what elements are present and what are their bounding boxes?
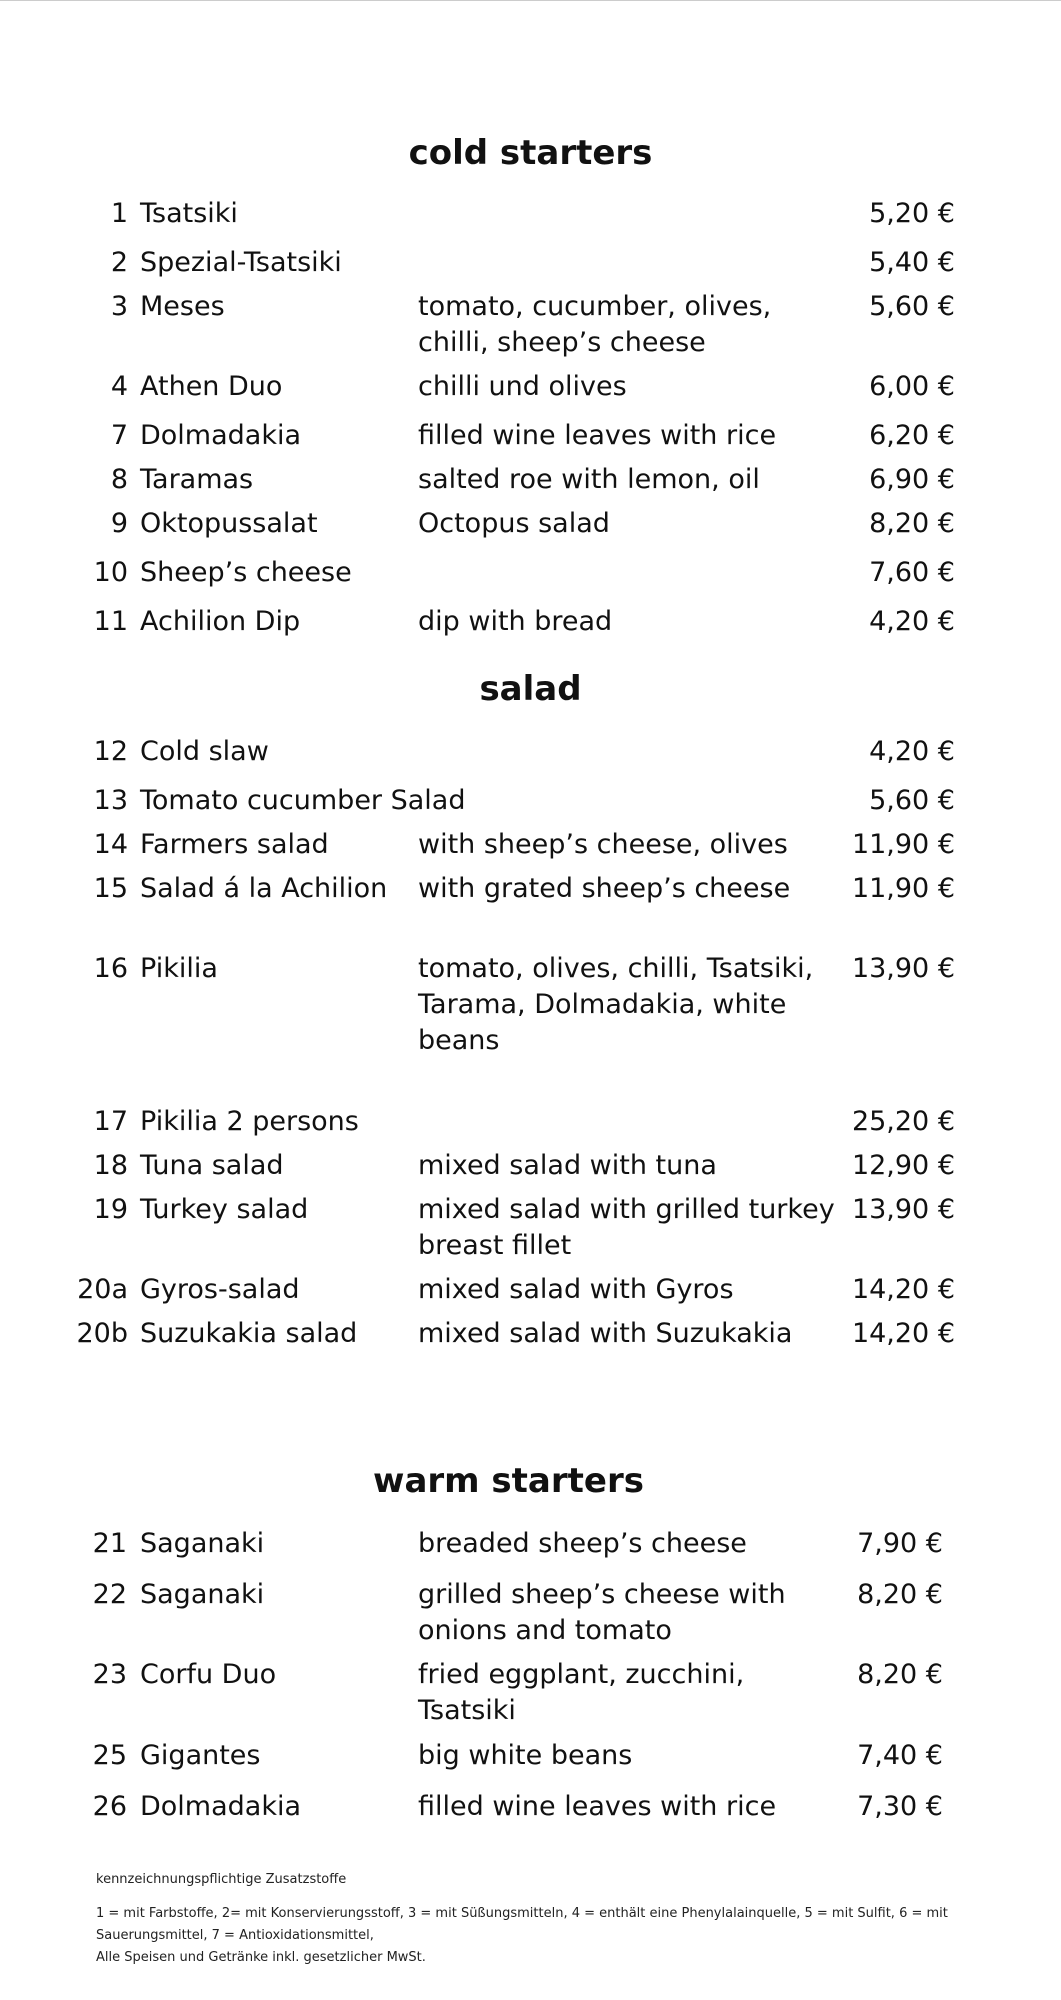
item-name: Farmers salad [140, 829, 329, 860]
item-name: Achilion Dip [140, 606, 301, 637]
item-description: filled wine leaves with rice [418, 1791, 777, 1822]
item-number: 1 [110, 198, 128, 229]
item-name: Tsatsiki [140, 198, 238, 229]
item-description: salted roe with lemon, oil [418, 464, 760, 495]
item-number: 10 [93, 557, 128, 588]
item-description: dip with bread [418, 606, 613, 637]
top-border-line [0, 0, 1061, 1]
item-description: mixed salad with tuna [418, 1150, 717, 1181]
item-price: 11,90 € [851, 873, 955, 904]
item-number: 9 [110, 508, 128, 539]
item-name: Pikilia [140, 953, 218, 984]
item-price: 11,90 € [851, 829, 955, 860]
item-price: 7,40 € [857, 1740, 943, 1771]
item-description: mixed salad with Gyros [418, 1274, 734, 1305]
item-name: Dolmadakia [140, 1791, 302, 1822]
item-price: 8,20 € [869, 508, 955, 539]
item-name: Corfu Duo [140, 1659, 277, 1690]
item-name: Taramas [140, 464, 254, 495]
item-number: 4 [110, 371, 128, 402]
item-name: Suzukakia salad [140, 1318, 358, 1349]
item-description: mixed salad with grilled turkey breast fillet [418, 1194, 835, 1261]
item-number: 11 [93, 606, 128, 637]
item-price: 7,30 € [857, 1791, 943, 1822]
item-number: 20b [76, 1318, 128, 1349]
item-price: 12,90 € [851, 1150, 955, 1181]
item-price: 6,20 € [869, 420, 955, 451]
item-number: 21 [92, 1528, 127, 1559]
item-name: Salad á la Achilion [140, 873, 388, 904]
item-number: 25 [92, 1740, 127, 1771]
item-name: Pikilia 2 persons [140, 1106, 359, 1137]
item-number: 3 [110, 291, 128, 322]
item-price: 14,20 € [851, 1318, 955, 1349]
item-description: grilled sheep’s cheese with onions and tomato [418, 1579, 786, 1646]
item-description: chilli und olives [418, 371, 627, 402]
item-name: Athen Duo [140, 371, 283, 402]
item-price: 5,60 € [869, 785, 955, 816]
item-price: 6,00 € [869, 371, 955, 402]
item-price: 8,20 € [857, 1579, 943, 1610]
item-number: 17 [93, 1106, 128, 1137]
item-number: 2 [110, 247, 128, 278]
item-number: 14 [93, 829, 128, 860]
item-price: 13,90 € [851, 953, 955, 984]
item-description: breaded sheep’s cheese [418, 1528, 747, 1559]
item-description: with grated sheep’s cheese [418, 873, 791, 904]
item-number: 26 [92, 1791, 127, 1822]
item-number: 15 [93, 873, 128, 904]
item-name: Spezial-Tsatsiki [140, 247, 342, 278]
item-price: 14,20 € [851, 1274, 955, 1305]
item-name: Oktopussalat [140, 508, 318, 539]
tax-note: Alle Speisen und Getränke inkl. gesetzlicher MwSt. [96, 1950, 426, 1965]
item-name: Gigantes [140, 1740, 261, 1771]
additives-legend: 1 = mit Farbstoffe, 2= mit Konservierungsstoff, 3 = mit Süßungsmitteln, 4 = enthält eine Phenylalainquelle, 5 = mit Sulfit, 6 = mit Sauerungsmittel, 7 = Antioxidationsmittel, [96, 1906, 948, 1943]
item-name: Saganaki [140, 1579, 265, 1610]
item-name: Sheep’s cheese [140, 557, 352, 588]
item-number: 18 [93, 1150, 128, 1181]
item-price: 5,40 € [869, 247, 955, 278]
item-description: with sheep’s cheese, olives [418, 829, 788, 860]
item-name: Turkey salad [140, 1194, 309, 1225]
item-price: 5,20 € [869, 198, 955, 229]
item-price: 4,20 € [869, 606, 955, 637]
item-name: Dolmadakia [140, 420, 302, 451]
item-number: 22 [92, 1579, 127, 1610]
item-description: tomato, cucumber, olives, chilli, sheep’s cheese [418, 291, 772, 358]
section-title-warm-starters: warm starters [373, 1461, 644, 1501]
item-number: 12 [93, 736, 128, 767]
item-description: mixed salad with Suzukakia [418, 1318, 793, 1349]
item-price: 5,60 € [869, 291, 955, 322]
item-name: Tomato cucumber Salad [140, 785, 466, 816]
item-number: 23 [92, 1659, 127, 1690]
item-price: 7,90 € [857, 1528, 943, 1559]
item-name: Tuna salad [140, 1150, 284, 1181]
item-name: Saganaki [140, 1528, 265, 1559]
item-name: Gyros-salad [140, 1274, 300, 1305]
item-price: 25,20 € [851, 1106, 955, 1137]
item-price: 6,90 € [869, 464, 955, 495]
item-price: 8,20 € [857, 1659, 943, 1690]
item-description: tomato, olives, chilli, Tsatsiki, Tarama, Dolmadakia, white beans [418, 953, 814, 1056]
item-number: 20a [77, 1274, 128, 1305]
item-price: 4,20 € [869, 736, 955, 767]
item-number: 7 [110, 420, 128, 451]
item-number: 8 [110, 464, 128, 495]
section-title-salad: salad [479, 669, 582, 709]
section-title-cold-starters: cold starters [408, 133, 653, 173]
item-name: Cold slaw [140, 736, 269, 767]
item-price: 13,90 € [851, 1194, 955, 1225]
item-number: 16 [93, 953, 128, 984]
item-description: filled wine leaves with rice [418, 420, 777, 451]
item-description: Octopus salad [418, 508, 610, 539]
item-name: Meses [140, 291, 225, 322]
item-number: 19 [93, 1194, 128, 1225]
item-price: 7,60 € [869, 557, 955, 588]
item-description: fried eggplant, zucchini, Tsatsiki [418, 1659, 745, 1726]
item-number: 13 [93, 785, 128, 816]
additives-heading: kennzeichnungspflichtige Zusatzstoffe [96, 1872, 347, 1887]
item-description: big white beans [418, 1740, 633, 1771]
